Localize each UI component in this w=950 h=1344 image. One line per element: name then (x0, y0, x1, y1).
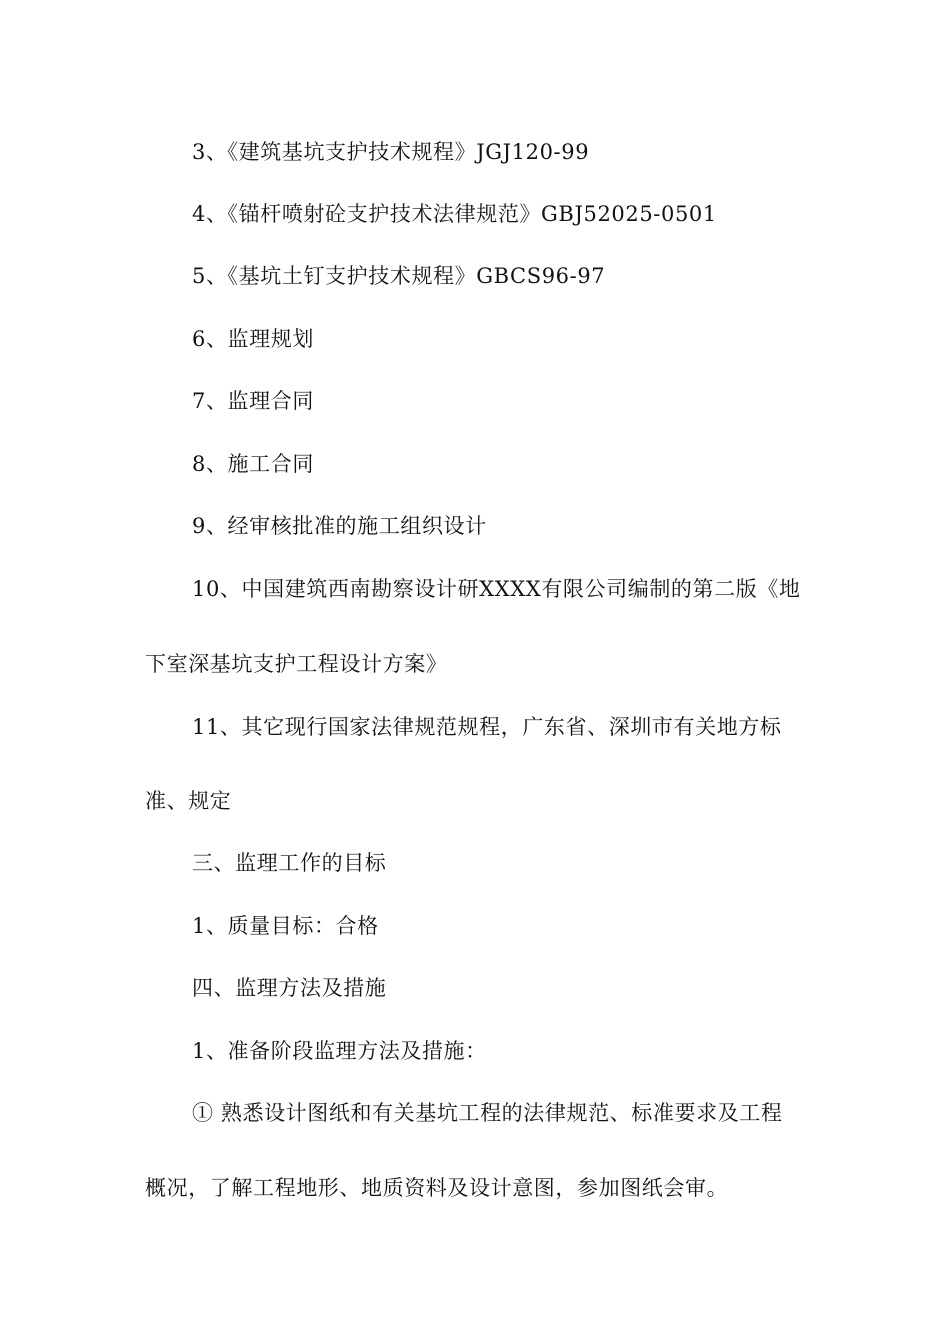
reference-item-11: 11、其它现行国家法律规范规程，广东省、深圳市有关地方标 (192, 715, 782, 739)
goal-item-1: 1、质量目标：合格 (192, 914, 379, 938)
reference-item-3: 3、《建筑基坑支护技术规程》JGJ120-99 (192, 140, 590, 164)
reference-item-11-continued: 准、规定 (145, 789, 232, 813)
method-subheading-1: 1、准备阶段监理方法及措施： (192, 1039, 487, 1063)
reference-item-6: 6、监理规划 (192, 327, 314, 351)
section-heading-methods: 四、监理方法及措施 (192, 976, 387, 1000)
reference-item-8: 8、施工合同 (192, 452, 314, 476)
reference-item-10-continued: 下室深基坑支护工程设计方案》 (145, 652, 448, 676)
reference-item-4: 4、《锚杆喷射砼支护技术法律规范》GBJ52025-0501 (192, 202, 717, 226)
reference-item-10: 10、中国建筑西南勘察设计研XXXX有限公司编制的第二版《地 (192, 577, 801, 601)
section-heading-goals: 三、监理工作的目标 (192, 851, 387, 875)
reference-item-5: 5、《基坑土钉支护技术规程》GBCS96-97 (192, 264, 606, 288)
reference-item-9: 9、经审核批准的施工组织设计 (192, 514, 487, 538)
method-paragraph-1-continued: 概况，了解工程地形、地质资料及设计意图，参加图纸会审。 (145, 1176, 729, 1200)
method-paragraph-1: ① 熟悉设计图纸和有关基坑工程的法律规范、标准要求及工程 (192, 1101, 783, 1125)
reference-item-7: 7、监理合同 (192, 389, 314, 413)
